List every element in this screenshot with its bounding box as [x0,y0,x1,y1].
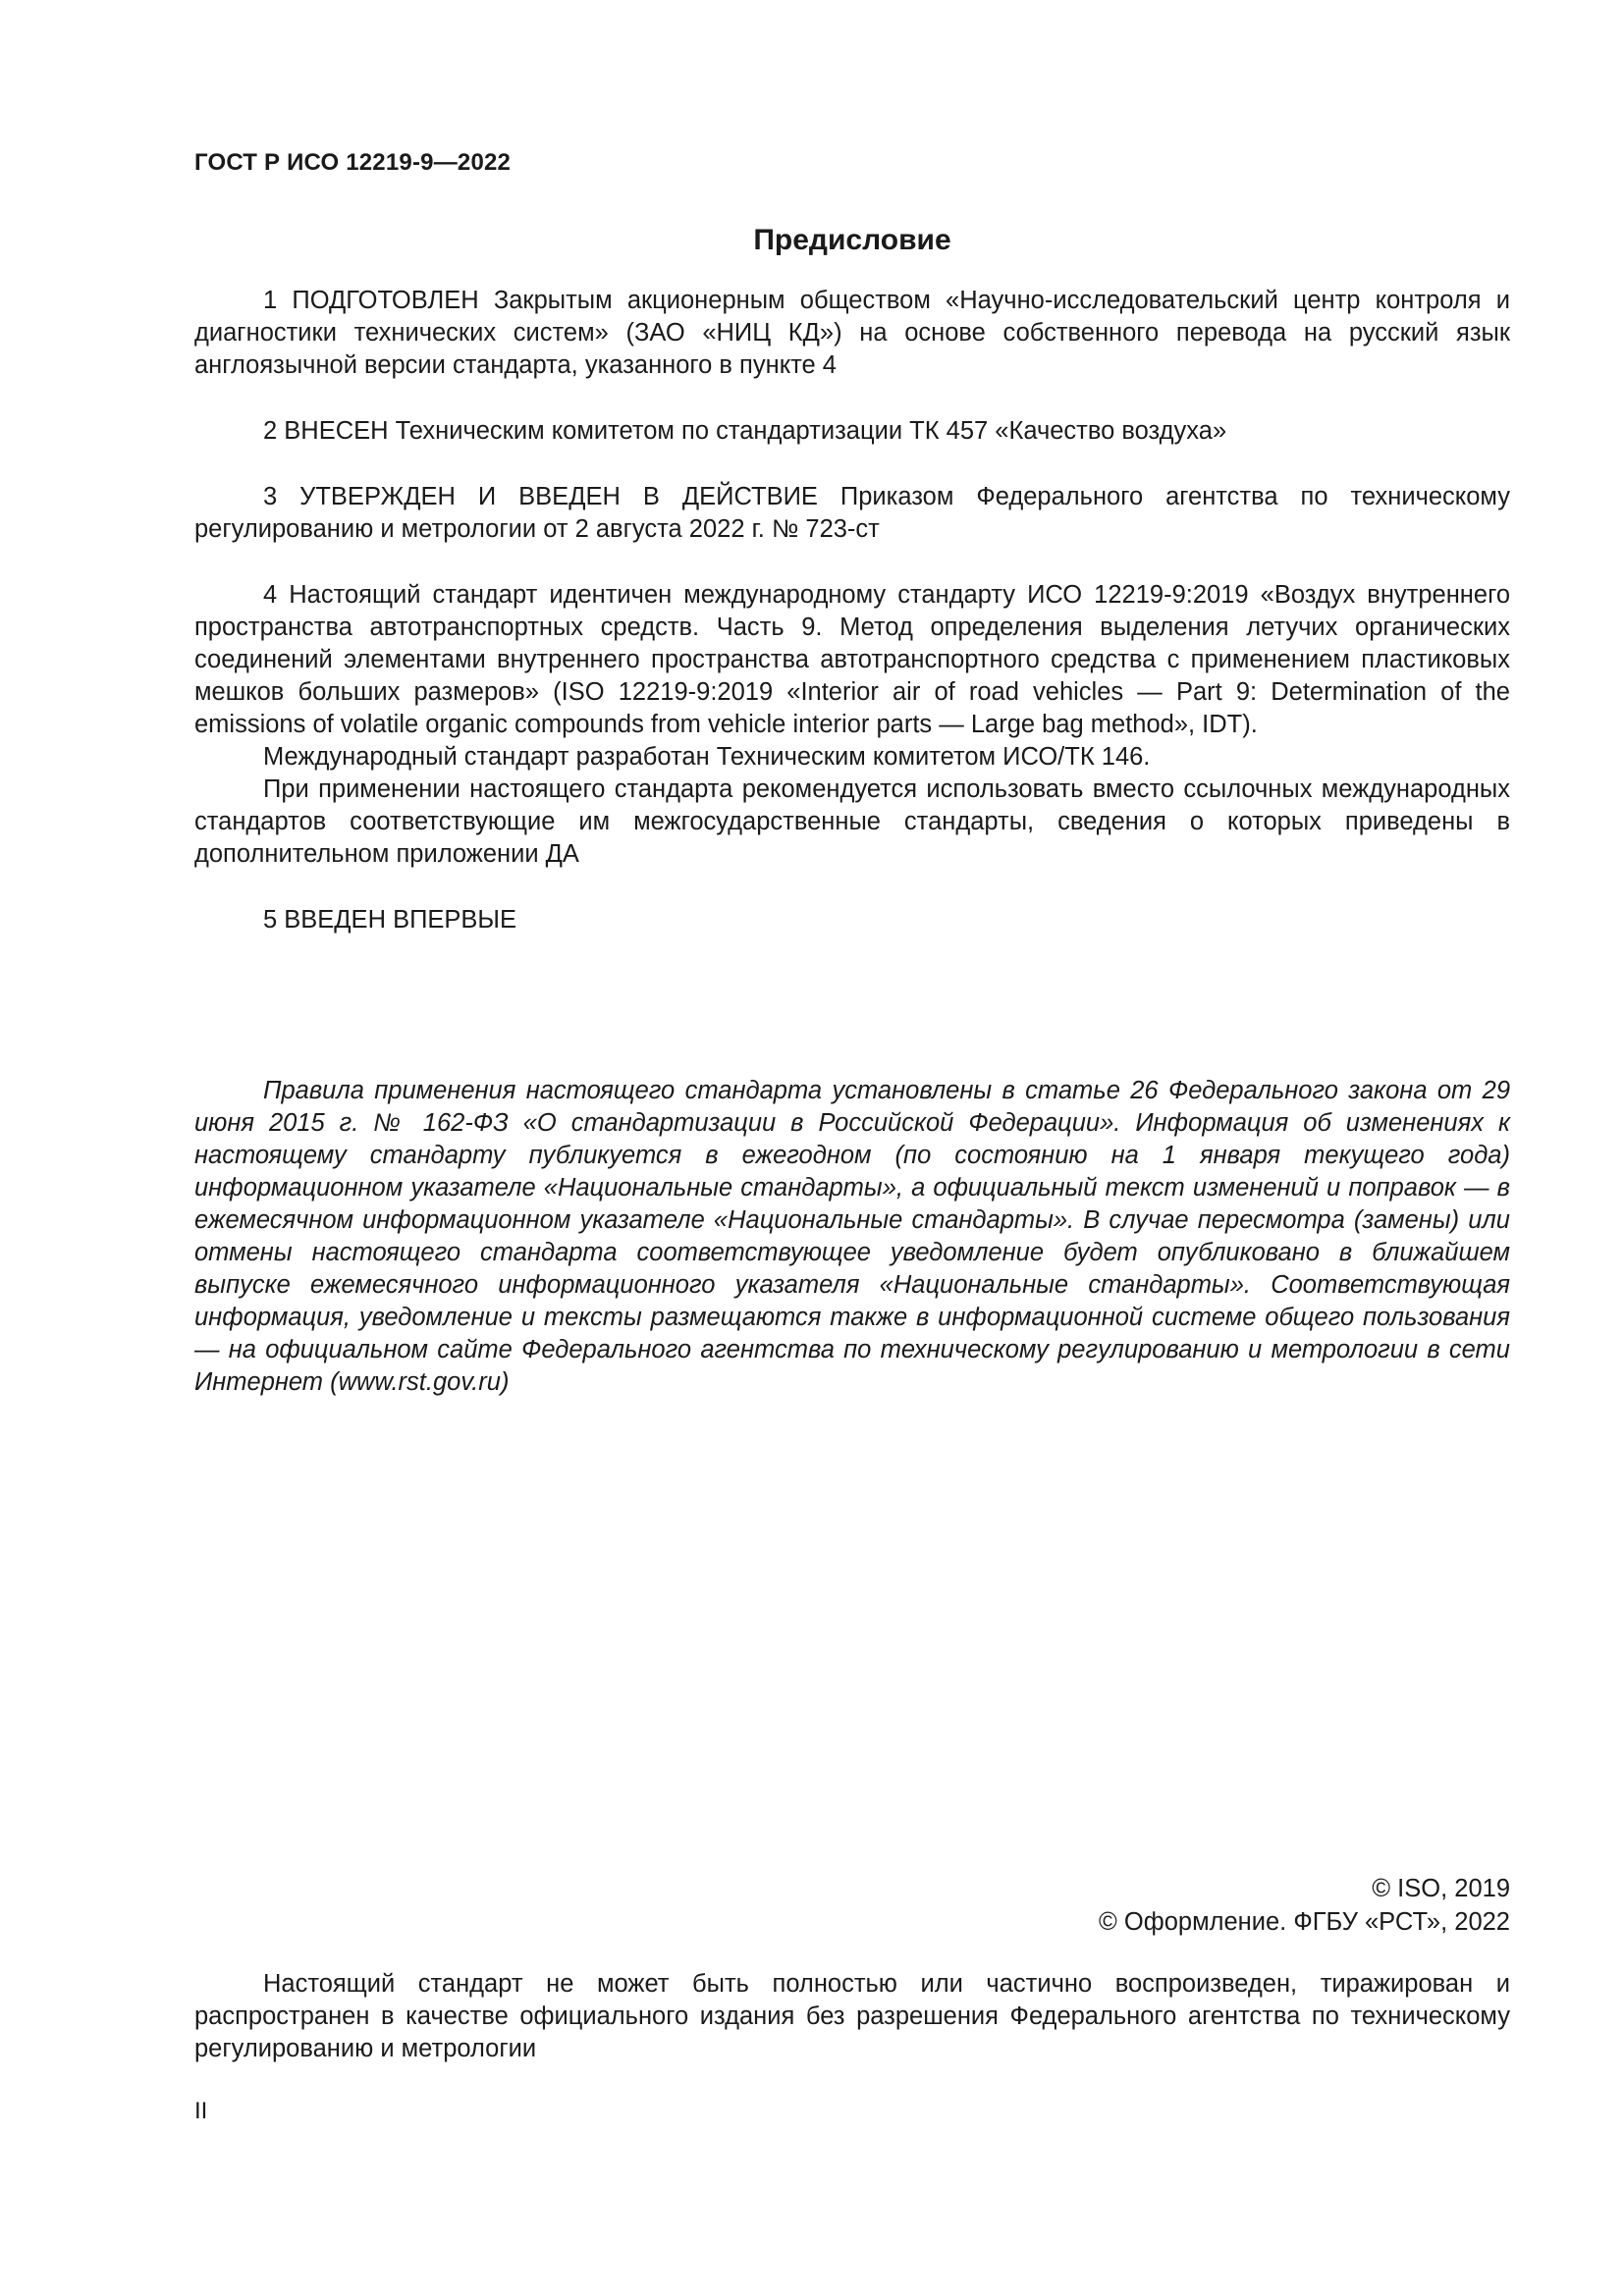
foreword-item-4-note-2: При применении настоящего стандарта рекомендуется использовать вместо ссылочных международных стандартов соответствующие им межгосударственные стандарты, сведения о которых приведены в дополнительном приложении ДА [194,775,1510,868]
foreword-item-4-note-1: Международный стандарт разработан Техническим комитетом ИСО/ТК 146. [263,743,1151,771]
document-header: ГОСТ Р ИСО 12219-9—2022 [194,149,512,176]
copyright-block [1099,1872,1510,1939]
foreword-item-3: 3 УТВЕРЖДЕН И ВВЕДЕН В ДЕЙСТВИЕ Приказом Федерального агентства по техническому регулированию и метрологии от 2 августа 2022 г. № 723-ст [194,483,1510,543]
foreword-item-5: 5 ВВЕДЕН ВПЕРВЫЕ [263,906,517,934]
section-title: Предисловие [753,224,951,256]
copyright-design: © Оформление. ФГБУ «РСТ», 2022 [1099,1908,1510,1936]
copyright-iso: © ISO, 2019 [1372,1875,1510,1902]
rules-notice: Правила применения настоящего стандарта установлены в статье 26 Федерального закона от 29 июня 2015 г. № 162-ФЗ «О стандартизации в Российской Федерации». Информация об изменениях к настоящему стандарту публикуется в ежегодном (по состоянию на 1 января текущего года) информационном указателе «Национальные стандарты», а официальный текст изменений и поправок — в ежемесячном информационном указателе «Национальные стандарты». В случае пересмотра (замены) или отмены настоящего стандарта соответствующее уведомление будет опубликовано в ближайшем выпуске ежемесячного информационного указателя «Национальные стандарты». Соответствующая информация, уведомление и тексты размещаются также в информационной системе общего пользования — на официальном сайте Федерального агентства по техническому регулированию и метрологии в сети Интернет (www.rst.gov.ru) [194,1077,1510,1396]
foreword-body [194,285,1510,936]
reproduction-notice: Настоящий стандарт не может быть полностью или частично воспроизведен, тиражирован и распространен в качестве официального издания без разрешения Федерального агентства по техническому регулированию и метрологии [194,1970,1510,2062]
foreword-item-2: 2 ВНЕСЕН Техническим комитетом по стандартизации ТК 457 «Качество воздуха» [263,417,1227,445]
foreword-item-4: 4 Настоящий стандарт идентичен международному стандарту ИСО 12219-9:2019 «Воздух внутреннего пространства автотранспортных средств. Часть 9. Метод определения выделения летучих органических соединений элементами внутреннего пространства автотранспортного средства с применением пластиковых мешков больших размеров» (ISO 12219-9:2019 «Interior air of road vehicles — Part 9: Determination of the emissions of volatile organic compounds from vehicle interior parts — Large bag method», IDT). [194,581,1510,738]
page-number: II [194,2098,208,2124]
foreword-item-1: 1 ПОДГОТОВЛЕН Закрытым акционерным обществом «Научно-исследовательский центр контроля и диагностики технических систем» (ЗАО «НИЦ КД») на основе собственного перевода на русский язык англоязычной версии стандарта, указанного в пункте 4 [194,287,1510,379]
